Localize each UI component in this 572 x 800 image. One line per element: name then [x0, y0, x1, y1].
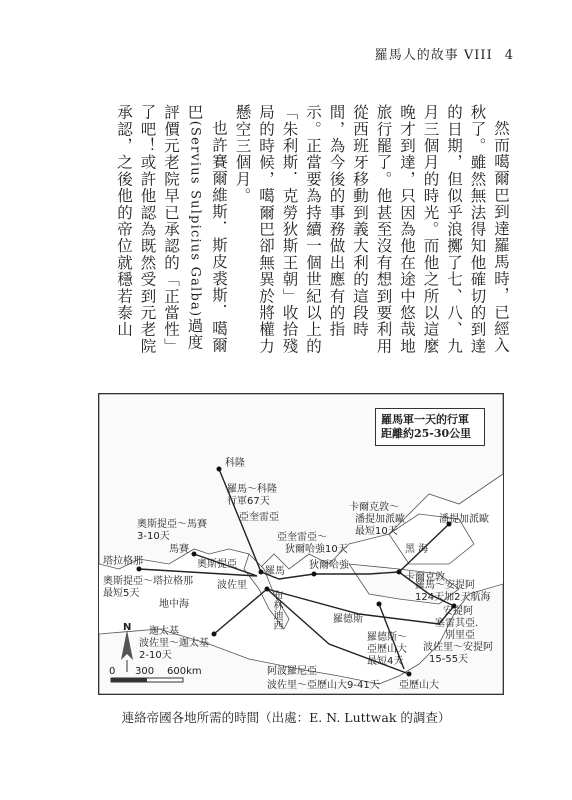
route-puteoli-carthage	[214, 589, 267, 634]
label-dyrr-days: 狄爾哈強10天	[285, 544, 348, 555]
label-rome-koln-days: 行軍67天	[227, 496, 270, 507]
label-ostia-tarraco-days: 最短5天	[103, 588, 140, 599]
scale-300: 300	[135, 666, 155, 677]
label-rhodes-alex: 羅德斯～	[367, 632, 407, 643]
label-rome-antioch: 羅馬～安提阿	[415, 580, 475, 591]
empire-map	[98, 393, 504, 695]
label-ostia-mass-days: 3-10天	[137, 531, 170, 542]
label-black-sea: 黑 海	[405, 544, 429, 555]
label-alex: 亞歷山大	[367, 644, 407, 655]
paragraph-2: 也許賽爾維斯．斯皮裘斯．噶爾巴(Servius Sulpicius Galba)過度評價元老院早已承認的「正當性」了吧！或許他認為既然受到元老院承認，之後他的帝位就穩若泰山	[115, 104, 228, 355]
label-ostia: 奧斯提亞	[197, 559, 237, 570]
scale-600: 600km	[167, 666, 202, 677]
scale-bar	[111, 678, 183, 682]
label-rhodes: 羅德斯	[333, 614, 363, 625]
label-pant-days2: 最短10天	[355, 526, 398, 537]
label-pant-days: 潘提加派歐	[355, 514, 405, 525]
body-text	[72, 104, 512, 359]
label-brindisi: 布林迪西	[271, 590, 282, 630]
label-puteoli-antioch: 波佐里～安提阿	[423, 642, 493, 653]
label-massilia: 馬賽	[169, 544, 189, 555]
map-legend: 羅馬軍一天的行軍距離約25-30公里	[375, 408, 485, 446]
label-panticapaeum: 潘提加派歐	[439, 514, 489, 525]
label-antioch: 安提阿	[443, 606, 473, 617]
label-ostia-mass: 奧斯提亞～馬賽	[137, 519, 207, 530]
north-label: N	[123, 622, 132, 633]
map-caption: 連絡帝國各地所需的時間（出處：E. N. Luttwak 的調查）	[121, 710, 451, 725]
label-ostia-tarraco: 奧斯提亞～塔拉格那	[103, 576, 193, 587]
label-puteoli: 波佐里	[217, 580, 247, 591]
label-puteoli-carthage-days: 2-10天	[139, 650, 172, 661]
label-carthage: 迦太基	[149, 626, 179, 637]
label-puteoli-antioch-days: 15-55天	[429, 654, 469, 665]
label-puteoli-alex: 波佐里～亞歷山大9-41天	[267, 680, 380, 691]
label-koln: 科隆	[225, 458, 245, 469]
label-dyrr: 狄爾哈強	[309, 560, 349, 571]
label-caesarea2: 別里亞	[445, 630, 475, 641]
label-alex-days: 最短4天	[367, 656, 404, 667]
label-rome-koln: 羅馬～科隆	[227, 484, 277, 495]
label-puteoli-carthage: 波佐里～迦太基	[139, 638, 209, 649]
scale-0: 0	[109, 666, 116, 677]
label-aquileia: 亞奎雷亞	[239, 512, 279, 523]
label-chalcedon: 卡爾克敦	[405, 572, 445, 583]
label-med: 地中海	[159, 599, 189, 610]
paragraph-1: 然而噶爾巴到達羅馬時，已經入秋了。雖然無法得知他確切的到達的日期，但似乎浪擲了七、八、九月三個月的時光。而他之所以這麼晚才到達，只因為他在途中悠哉地旅行罷了。他甚至沒有想到要利用從西班牙移動到義大利的這段時間，為今後的事務做出應有的指示。正當要為持續一個世紀以上的「朱利斯．克勞狄斯王朝」收拾殘局的時候，噶爾巴卻無異於將權力懸空三個月。	[233, 104, 510, 355]
page-number: 4	[504, 48, 514, 63]
label-aquileia-dyrr: 亞奎雷亞～	[277, 532, 327, 543]
label-rome-antioch-days: 124天加2天航海	[415, 592, 491, 603]
label-caesarea: 塞雷其亞．	[435, 618, 485, 629]
label-tarraco: 塔拉格那	[103, 556, 143, 567]
running-header	[375, 44, 514, 63]
label-rome: 羅馬	[265, 566, 285, 577]
label-alexandria: 亞歷山大	[399, 680, 439, 691]
label-chalc-pant: 卡爾克敦～	[349, 502, 399, 513]
book-title: 羅馬人的故事 VIII	[374, 48, 493, 63]
label-cyrene: 阿波羅尼亞	[267, 666, 317, 677]
